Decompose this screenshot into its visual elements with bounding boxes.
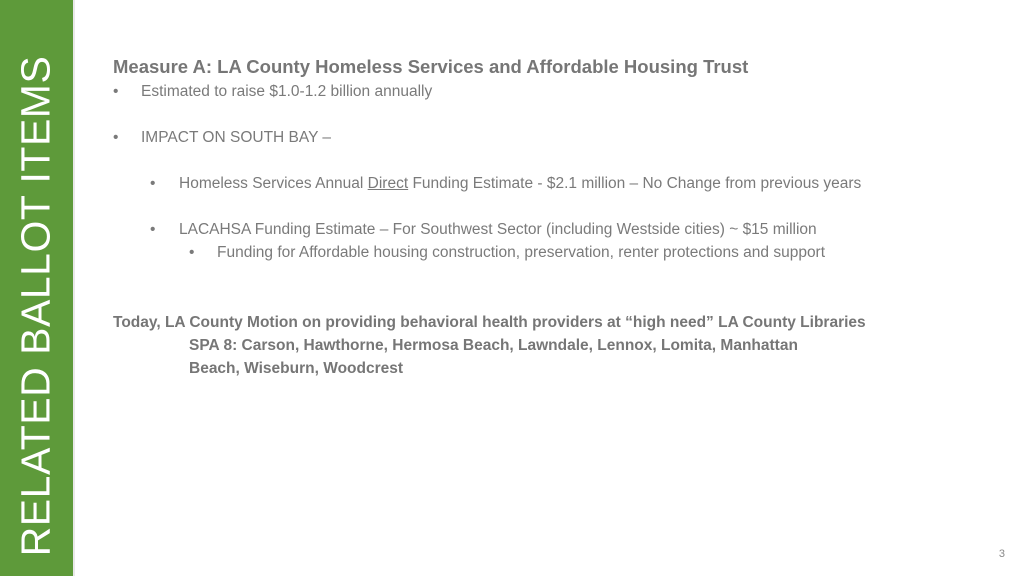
bullet-dot: •	[113, 129, 119, 146]
bullet-text: Funding for Affordable housing construction, preservation, renter protections and support	[217, 244, 826, 261]
sidebar-title: RELATED BALLOT ITEMS	[12, 55, 59, 557]
slide-heading: Measure A: LA County Homeless Services and Affordable Housing Trust	[113, 56, 749, 77]
motion-line: Beach, Wiseburn, Woodcrest	[189, 360, 404, 377]
motion-line: Today, LA County Motion on providing behavioral health providers at “high need” LA County Libraries	[113, 314, 866, 331]
page-number: 3	[998, 548, 1005, 560]
bullet-text-part: Funding Estimate - $2.1 million – No Change from previous years	[408, 175, 862, 192]
bullet-text: LACAHSA Funding Estimate – For Southwest Sector (including Westside cities) ~ $15 million	[179, 221, 817, 238]
bullet-text: Estimated to raise $1.0-1.2 billion annually	[141, 83, 433, 100]
bullet-text	[179, 175, 861, 193]
underlined-word: Direct	[367, 175, 409, 192]
bullet-dot: •	[150, 221, 156, 238]
bullet-text: IMPACT ON SOUTH BAY –	[141, 129, 332, 146]
bullet-dot: •	[150, 175, 156, 192]
bullet-text-part: Homeless Services Annual	[179, 175, 368, 192]
motion-line: SPA 8: Carson, Hawthorne, Hermosa Beach, Lawndale, Lennox, Lomita, Manhattan	[189, 337, 798, 354]
bullet-dot: •	[189, 244, 195, 261]
bullet-dot: •	[113, 83, 119, 100]
